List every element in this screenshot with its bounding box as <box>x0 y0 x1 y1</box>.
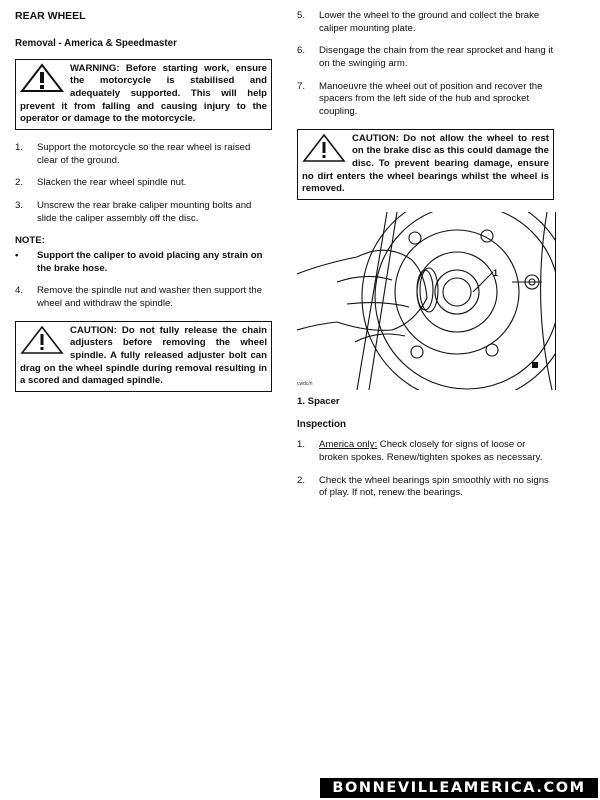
caution-box <box>297 129 554 200</box>
step-text: Disengage the chain from the rear sprocket and hang it on the swinging arm. <box>319 45 554 69</box>
step-text: Remove the spindle nut and washer then support the wheel and withdraw the spindle. <box>37 285 263 309</box>
step-number: 5. <box>297 10 306 21</box>
right-column <box>297 10 554 510</box>
note-item <box>15 250 272 275</box>
caution-triangle-icon <box>302 133 346 163</box>
step-text: Lower the wheel to the ground and collect the brake caliper mounting plate. <box>319 10 540 34</box>
section-subtitle: Removal - America & Speedmaster <box>15 37 177 49</box>
watermark-banner: BONNEVILLEAMERICA.COM <box>320 778 598 798</box>
step-text: Manoeuvre the wheel out of position and recover the spacers from the left side of the hub and sprocket coupling. <box>319 80 543 117</box>
figure-code: cwdc/n <box>297 381 313 388</box>
step-4 <box>15 285 272 310</box>
step-number: 2. <box>297 474 306 486</box>
step-number: 1. <box>15 142 24 154</box>
step-5 <box>297 10 554 35</box>
step-6 <box>297 45 554 70</box>
step-2 <box>15 177 272 190</box>
bullet-icon: • <box>15 250 19 261</box>
step-text: Slacken the rear wheel spindle nut. <box>37 177 187 189</box>
step-number: 2. <box>15 177 24 189</box>
left-column <box>15 10 272 404</box>
note-text: Support the caliper to avoid placing any strain on the brake hose. <box>37 250 263 274</box>
inspection-step-1 <box>297 439 554 464</box>
step-number: 7. <box>297 80 306 92</box>
section-subtitle: Inspection <box>297 418 346 430</box>
step-text: Unscrew the rear brake caliper mounting bolts and slide the caliper assembly off the disc. <box>37 200 252 224</box>
caution-box <box>15 321 272 392</box>
step-3 <box>15 200 272 225</box>
step-text: Support the motorcycle so the rear wheel is raised clear of the ground. <box>37 142 251 166</box>
step-text: Check closely for signs of loose or broken spokes. Renew/tighten spokes as necessary. <box>319 439 543 464</box>
caution-text: CAUTION: Do not fully release the chain adjusters before removing the wheel spindle. A fully released adjuster bolt can drag on the wheel spindle during removal resulting in a scored and damaged spindle. <box>20 324 267 387</box>
step-number: 1. <box>297 439 306 451</box>
caution-text: CAUTION: Do not allow the wheel to rest on the brake disc as this could damage the disc. To prevent bearing damage, ensure no dirt enters the wheel bearings whilst the wheel is removed. <box>302 132 549 195</box>
wheel-hub-drawing <box>297 212 555 390</box>
step-number: 6. <box>297 45 306 57</box>
step-text: Check the wheel bearings spin smoothly with no signs of play. If not, renew the bearings. <box>319 474 549 499</box>
page-title: REAR WHEEL <box>15 10 86 22</box>
figure-caption: 1. Spacer <box>297 395 340 407</box>
inspection-step-2 <box>297 475 554 500</box>
warning-triangle-icon <box>20 63 64 93</box>
step-lead: America only: <box>319 439 378 451</box>
warning-text: WARNING: Before starting work, ensure the motorcycle is stabilised and adequately supported. This will help prevent it from falling and causing injury to the operator or damage to the motorcycle. <box>20 62 267 125</box>
warning-box <box>15 59 272 130</box>
step-7 <box>297 81 554 119</box>
caution-triangle-icon <box>20 325 64 355</box>
figure-callout: 1 <box>493 267 499 278</box>
step-1 <box>15 142 272 167</box>
spacer-illustration <box>297 212 556 390</box>
step-number: 4. <box>15 285 24 297</box>
step-number: 3. <box>15 200 24 212</box>
note-title: NOTE: <box>15 235 45 247</box>
